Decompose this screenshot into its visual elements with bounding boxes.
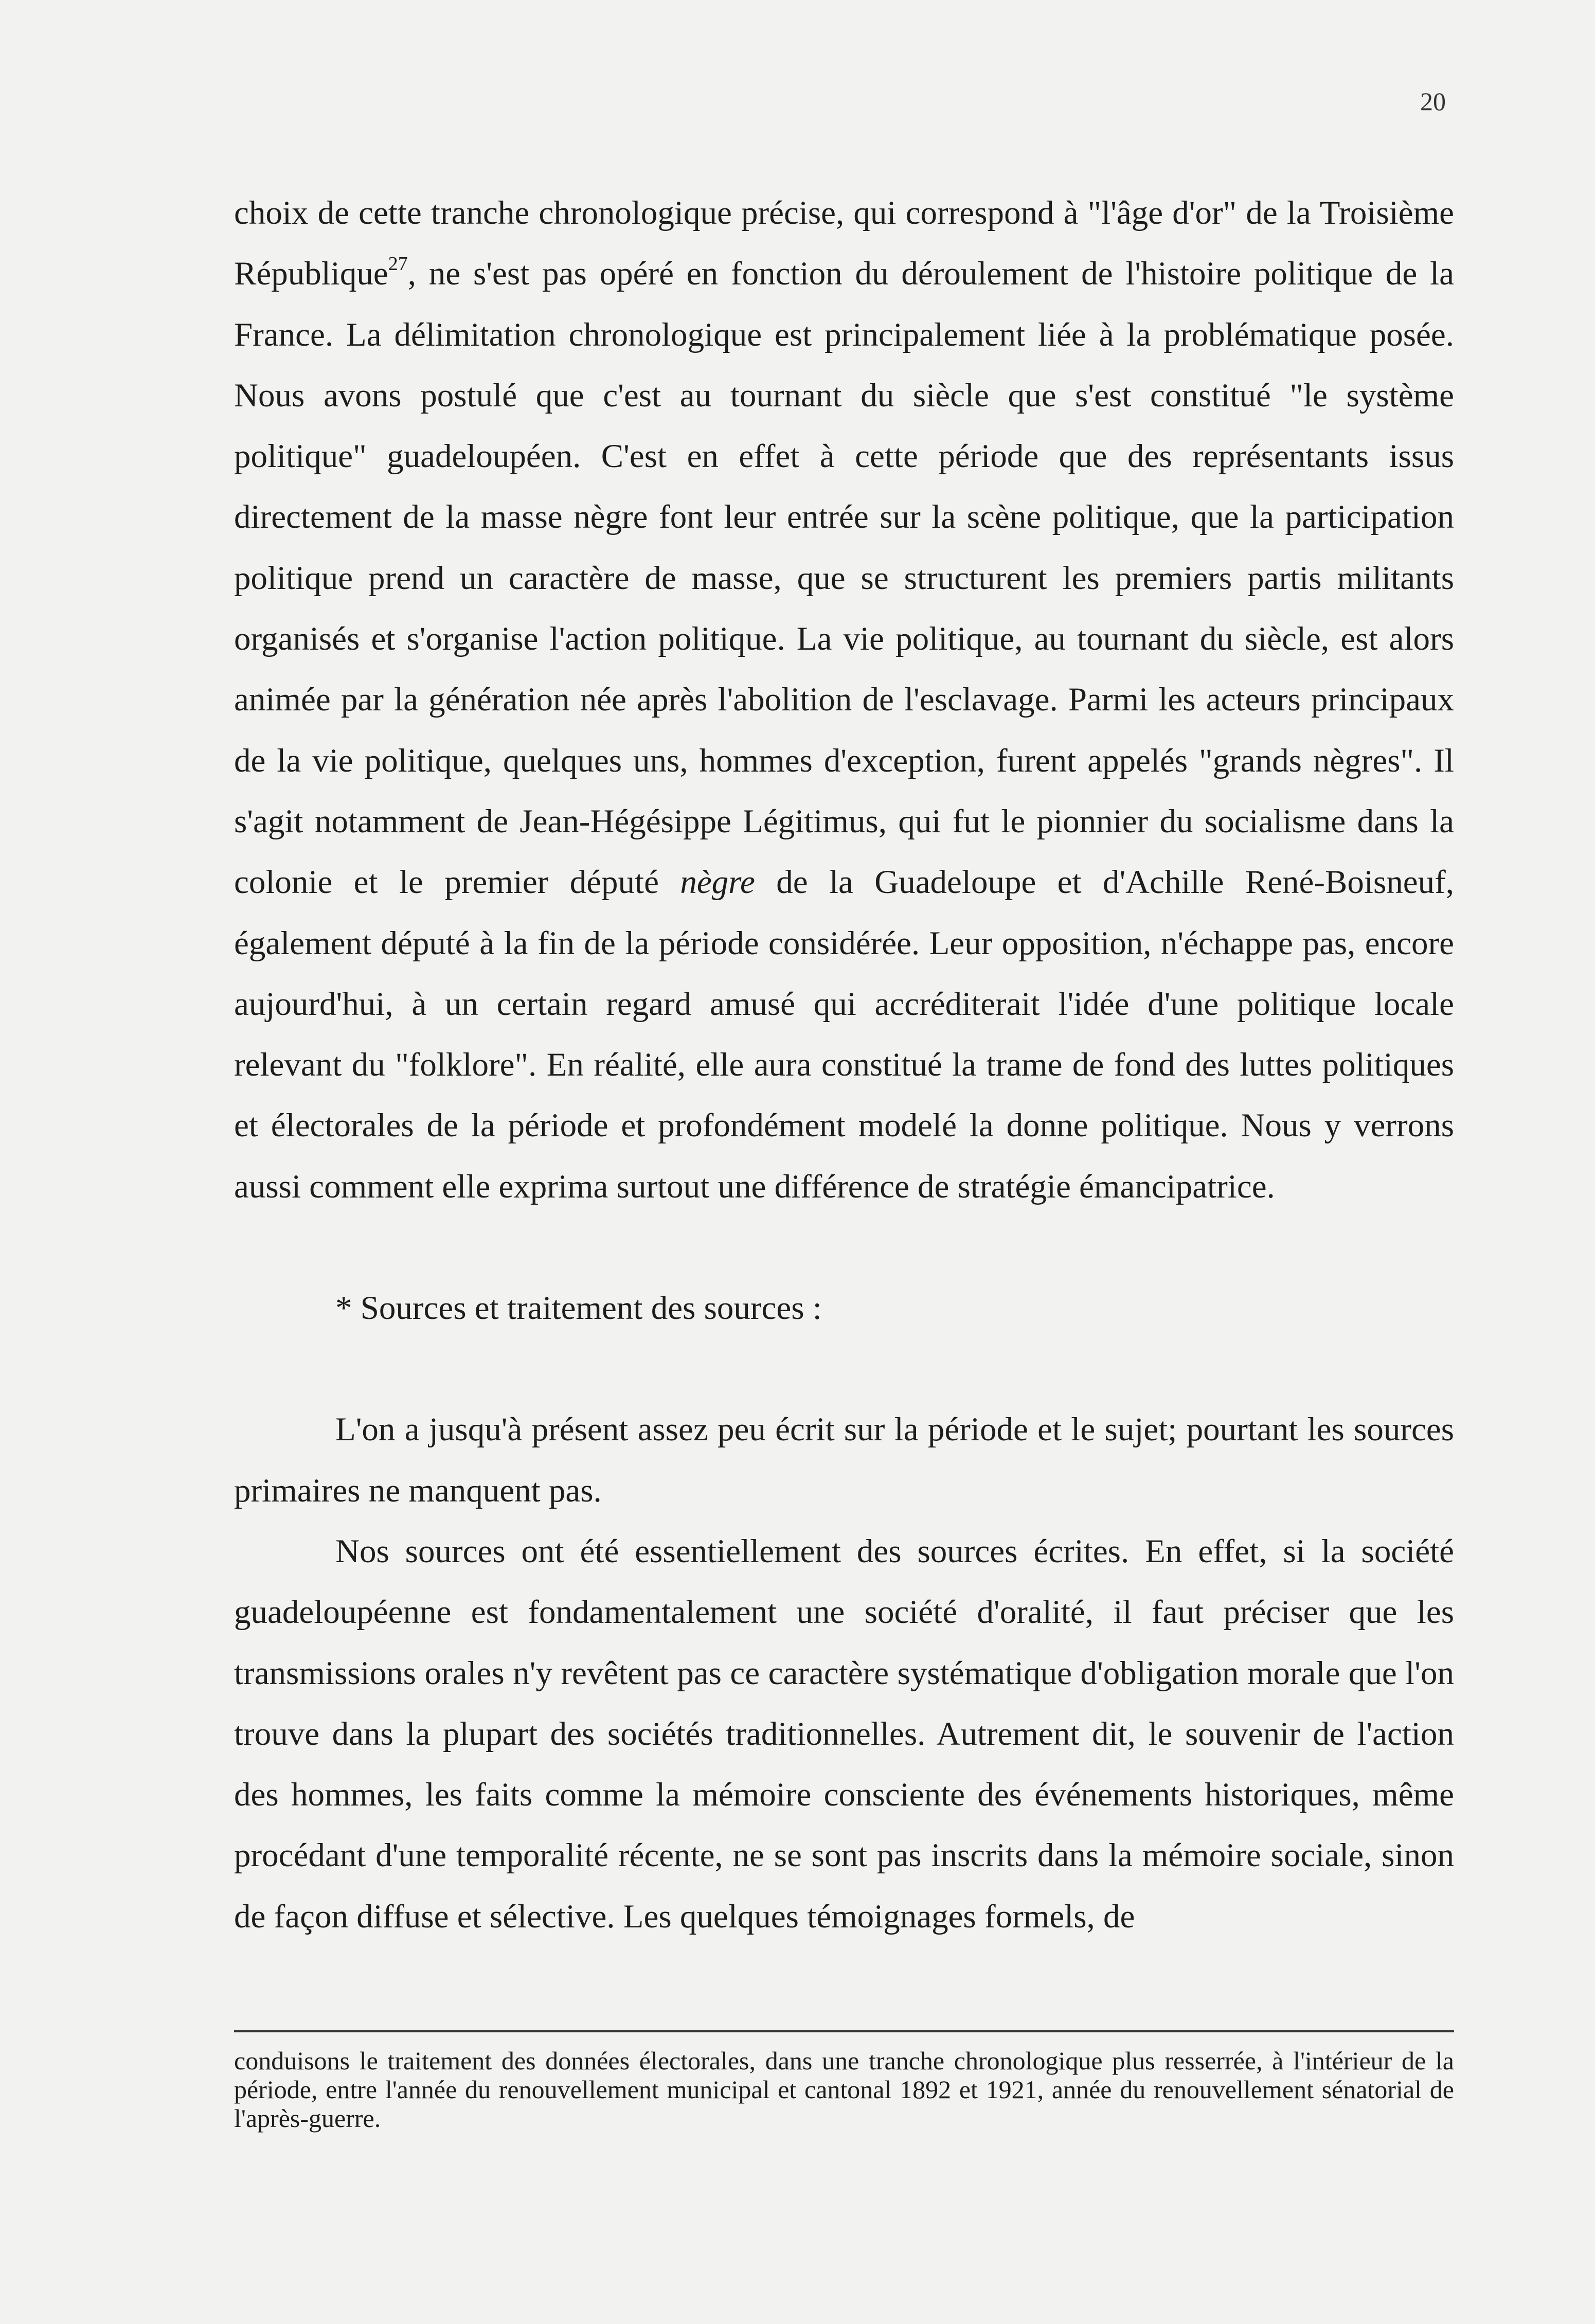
paragraph-sources-intro: L'on a jusqu'à présent assez peu écrit sur la période et le sujet; pourtant les sources primaires ne manquent pas. [234, 1411, 1454, 1509]
section-heading-sources: * Sources et traitement des sources : [335, 1290, 822, 1327]
italic-word: nègre [680, 864, 755, 901]
paragraph-chronology-part2: , ne s'est pas opéré en fonction du déroulement de l'histoire politique de la France. La délimitation chronologique est principalement liée à la problématique posée. Nous avons postulé que c'est au tournant du siècle que s'est constitué "le système politique" guadeloupéen. C'est en effet à cette période que des représentants issus directement de la masse nègre font leur entrée sur la scène politique, que la participation politique prend un caractère de masse, que se structurent les premiers partis militants organisés et s'organise l'action politique. La vie politique, au tournant du siècle, est alors animée par la génération née après l'abolition de l'esclavage. Parmi les acteurs principaux de la vie politique, quelques uns, hommes d'exception, furent appelés "grands nègres". Il s'agit notamment de Jean-Hégésippe Légitimus, qui fut le pionnier du socialisme dans la colonie et le premier député [234, 255, 1454, 901]
main-text [234, 183, 1454, 1947]
footnote-reference: 27 [388, 253, 408, 275]
paragraph-chronology [234, 183, 1454, 1217]
paragraph-chronology-part3: de la Guadeloupe et d'Achille René-Boisneuf, également député à la fin de la période considérée. Leur opposition, n'échappe pas, encore aujourd'hui, à un certain regard amusé qui accréditerait l'idée d'une politique locale relevant du "folklore". En réalité, elle aura constitué la trame de fond des luttes politiques et électorales de la période et profondément modelé la donne politique. Nous y verrons aussi comment elle exprima surtout une différence de stratégie émancipatrice. [234, 864, 1454, 1205]
page-number: 20 [1420, 87, 1446, 116]
footnote-separator [234, 2030, 1454, 2032]
paragraph-written-sources: Nos sources ont été essentiellement des sources écrites. En effet, si la société guadeloupéenne est fondamentalement une société d'oralité, il faut préciser que les transmissions orales n'y revêtent pas ce caractère systématique d'obligation morale que l'on trouve dans la plupart des sociétés traditionnelles. Autrement dit, le souvenir de l'action des hommes, les faits comme la mémoire consciente des événements historiques, même procédant d'une temporalité récente, ne se sont pas inscrits dans la mémoire sociale, sinon de façon diffuse et sélective. Les quelques témoignages formels, de [234, 1532, 1454, 1935]
footnote-text: conduisons le traitement des données électorales, dans une tranche chronologique plus resserrée, à l'intérieur de la période, entre l'année du renouvellement municipal et cantonal 1892 et 1921, année du renouvellement sénatorial de l'après-guerre. [234, 2046, 1454, 2133]
paragraph-chronology-part1: choix de cette tranche chronologique précise, qui correspond à "l'âge d'or" de la Troisième République [234, 194, 1454, 293]
